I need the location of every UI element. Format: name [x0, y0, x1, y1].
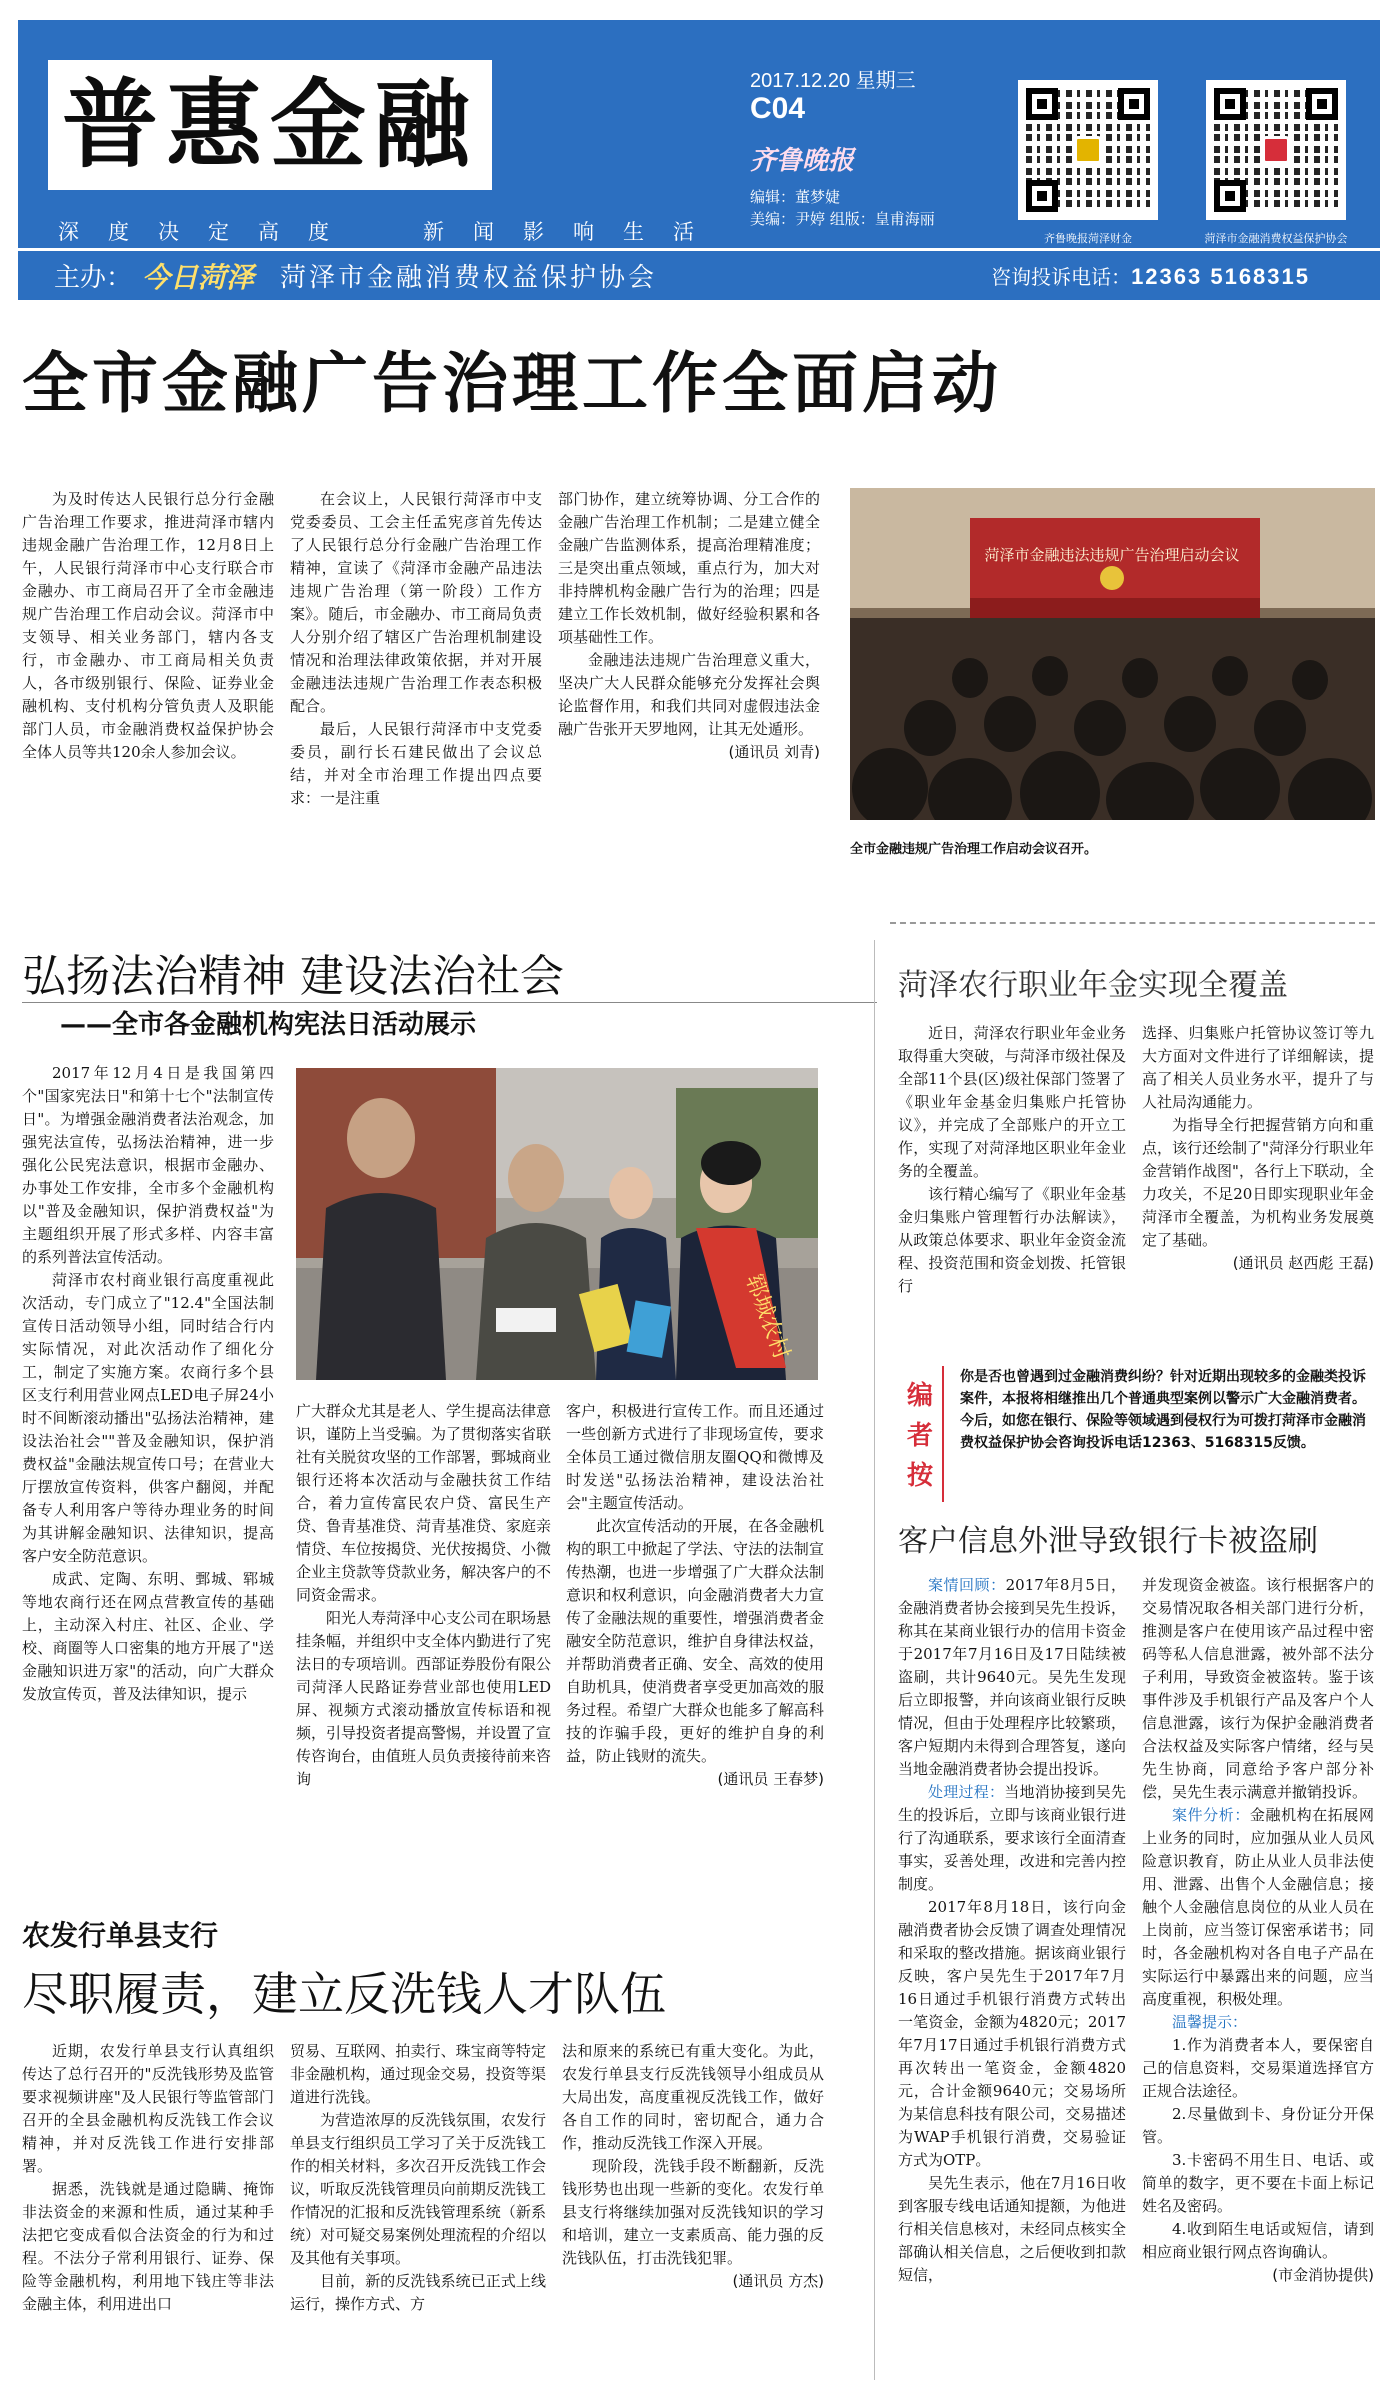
- byline: (通讯员 赵西彪 王磊): [1232, 1254, 1374, 1272]
- slogan: 深 度 决 定 高 度 新 闻 影 响 生 活: [58, 220, 698, 244]
- qr2-caption: 菏泽市金融消费权益保护协会: [1204, 232, 1348, 245]
- paper-name: 齐鲁晚报: [750, 146, 855, 176]
- byline: (通讯员 方杰): [732, 2272, 824, 2290]
- divider: [22, 1002, 877, 1003]
- masthead: [18, 20, 1380, 300]
- article3-kicker: 农发行单县支行: [22, 1919, 219, 1952]
- promotion-photo: [296, 1068, 818, 1380]
- article2-subtitle: ——全市各金融机构宪法日活动展示: [60, 1010, 477, 1040]
- tip-item: 4.收到陌生电话或短信，请到相应商业银行网点咨询确认。: [1142, 2220, 1374, 2261]
- label-process: 处理过程：: [928, 1783, 1005, 1801]
- article1-column: 部门协作，建立统筹协调、分工合作的金融广告治理工作机制；二是建立健全金融广告监测体系，提高治理精准度；三是突出重点领域，重点行为，加大对非持牌机构金融广告行为的治理；四是建立工作长效机制，做好经验积累和各项基础性工作。 金融违法违规广告治理意义重大，坚决广大人民群众能够充分发挥社会舆论监督作用，和我们共同对虚假违法金融广告张开天罗地网，让其无处遁形。 (通讯员 刘青): [558, 488, 820, 878]
- qr-code-icon[interactable]: [1206, 80, 1346, 220]
- byline: (通讯员 王春梦): [717, 1770, 824, 1788]
- article3-column: 贸易、互联网、拍卖行、珠宝商等特定非金融机构，通过现金交易，投资等渠道进行洗钱。 为营造浓厚的反洗钱氛围，农发行单县支行组织员工学习了关于反洗钱工作的相关材料，多次召开反洗钱工作会议，听取反洗钱管理员向前期反洗钱工作情况的汇报和反洗钱管理系统（新系统）对可疑交易案例处理流程的介绍以及其他有关事项。 目前，新的反洗钱系统已正式上线运行，操作方式、方: [290, 2042, 546, 2313]
- meeting-photo: [850, 488, 1375, 820]
- article4-column: 近日，菏泽农行职业年金业务取得重大突破，与菏泽市级社保及全部11个县(区)级社保部门签署了《职业年金基金归集账户托管协议》，并完成了全部账户的开立工作，实现了对菏泽地区职业年金业务的全覆盖。 该行精心编写了《职业年金基金归集账户管理暂行办法解读》，从政策总体要求、职业年金资金流程、投资范围和资金划拨、托管银行: [898, 1024, 1126, 1295]
- host-label: 主办：: [54, 263, 133, 293]
- tip-item: 1.作为消费者本人，要保密自己的信息资料，交易渠道选择官方正规合法途径。: [1142, 2036, 1374, 2100]
- label-case-review: 案情回顾：: [928, 1576, 1006, 1594]
- host-bar: [18, 248, 1380, 300]
- article2-column: 客户，积极进行宣传工作。而且还通过一些创新方式进行了非现场宣传，要求全体员工通过微信朋友圈QQ和微博及时发送"弘扬法治精神，建设法治社会"主题宣传活动。 此次宣传活动的开展，在各金融机构的职工中掀起了学法、守法的法制宣传热潮，也进一步增强了广大群众法制意识和权利意识，向金融消费者大力宣传了金融法规的重要性，增强消费者金融安全防范意识，维护自身律法权益，并帮助消费者正确、安全、高效的使用自助机具，使消费者享受更加高效的服务过程。希望广大群众也能多了解高科技的诈骗手段，更好的维护自身的利益，防止钱财的流失。 (通讯员 王春梦): [566, 1400, 824, 1856]
- section-logo: 普惠金融: [48, 60, 492, 190]
- byline: (通讯员 刘青): [728, 743, 820, 761]
- qr-code-icon[interactable]: [1018, 80, 1158, 220]
- tip-item: 3.卡密码不用生日、电话、或简单的数字，更不要在卡面上标记姓名及密码。: [1142, 2151, 1374, 2215]
- article5-column: 案情回顾：2017年8月5日，金融消费者协会接到吴先生投诉，称其在某商业银行办的信用卡资金于2017年7月16日及17日陆续被盗刷，共计9640元。吴先生发现后立即报警，并向该商业银行反映情况，但由于处理程序比较繁琐，客户短期内未得到合理答复，遂向当地金融消费者协会提出投诉。 处理过程：当地消协接到吴先生的投诉后，立即与该商业银行进行了沟通联系，要求该行全面清查事实，妥善处理，改进和完善内控制度。 2017年8月18日，该行向金融消费者协会反馈了调查处理情况和采取的整改措施。据该商业银行反映，客户吴先生于2017年7月16日通过手机银行消费方式转出一笔资金，金额为4820元；2017年7月17日通过手机银行消费方式再次转出一笔资金，金额4820元，合计金额9640元；交易场所为某信息科技有限公司，交易描述为WAP手机银行消费，交易验证方式为OTP。 吴先生表示，他在7月16日收到客服专线电话通知提额，为他进行相关信息核对，未经同点核实全部确认相关信息，之后便收到扣款短信，: [898, 1576, 1126, 2284]
- lead-headline: 全市金融广告治理工作全面启动: [22, 345, 1002, 422]
- host-brand: 今日菏泽: [142, 260, 255, 294]
- article1-column: 为及时传达人民银行总分行金融广告治理工作要求，推进菏泽市辖内违规金融广告治理工作，12月8日上午，人民银行菏泽市中心支行联合市金融办、市工商局召开了全市金融违规广告治理工作启动会议。菏泽市中支领导、相关业务部门，辖内各支行，市金融办、市工商局相关负责人，各市级别银行、保险、证券业金融机构、支付机构分管负责人及职能部门人员，市金融消费权益保护协会全体人员等共120余人参加会议。: [22, 490, 274, 761]
- sash-text: 郓城农村: [740, 1271, 794, 1363]
- tip-item: 2.尽量做到卡、身份证分开保管。: [1142, 2105, 1374, 2146]
- article5-headline: 客户信息外泄导致银行卡被盗刷: [898, 1524, 1318, 1559]
- article1-column: 在会议上，人民银行菏泽市中支党委委员、工会主任孟宪彦首先传达了人民银行总分行金融广告治理工作精神，宣读了《菏泽市金融产品违法违规广告治理（第一阶段）工作方案》。随后，市金融办、市工商局负责人分别介绍了辖区广告治理机制建设情况和治理法律政策依据，并对开展金融违法违规广告治理工作表态积极配合。 最后，人民银行菏泽市中支党委委员，副行长石建民做出了会议总结，并对全市治理工作提出四点要求：一是注重: [290, 490, 542, 807]
- label-tips: 温馨提示：: [1172, 2013, 1248, 2031]
- qr1-caption: 齐鲁晚报菏泽财金: [1044, 232, 1132, 245]
- article2-headline: 弘扬法治精神 建设法治社会: [22, 951, 564, 1002]
- article2-column: 广大群众尤其是老人、学生提高法律意识，谨防上当受骗。为了贯彻落实省联社有关脱贫攻坚的工作部署，鄄城商业银行还将本次活动与金融扶贫工作结合，着力宣传富民农户贷、富民生产贷、鲁青基准贷、菏青基准贷、家庭亲情贷、车位按揭贷、光伏按揭贷、小微企业主贷款等贷款业务，解决客户的不同资金需求。 阳光人寿菏泽中心支公司在职场悬挂条幅，并组织中支全体内勤进行了宪法日的专项培训。西部证券股份有限公司菏泽人民路证券营业部也使用LED屏、视频方式滚动播放宣传标语和视频，引导投资者提高警惕，并设置了宣传咨询台，由值班人员负责接待前来咨询: [296, 1402, 551, 1788]
- article4-headline: 菏泽农行职业年金实现全覆盖: [898, 968, 1288, 1003]
- byline: (市金消协提供): [1272, 2266, 1374, 2284]
- column-divider: [874, 940, 875, 2380]
- photo-caption: 全市金融违规广告治理工作启动会议召开。: [850, 842, 1098, 857]
- hotline: 咨询投诉电话：12363 5168315: [991, 264, 1310, 289]
- label-analysis: 案件分析：: [1172, 1806, 1250, 1824]
- page-number: C04: [750, 92, 806, 125]
- editor-note-label: 编者按: [898, 1366, 944, 1502]
- article4-column: 选择、归集账户托管协议签订等九大方面对文件进行了详细解读，提高了相关人员业务水平，提升了与人社局沟通能力。 为指导全行把握营销方向和重点，该行还绘制了"菏泽分行职业年金营销作战图"，各行上下联动，全力攻关，不足20日即实现职业年金菏泽市全覆盖，为机构业务发展奠定了基础。 (通讯员 赵西彪 王磊): [1142, 1022, 1374, 1332]
- editor-credits: 编辑：董梦婕 美编：尹婷 组版：皇甫海丽: [750, 188, 935, 228]
- article3-headline: 尽职履责，建立反洗钱人才队伍: [22, 1967, 666, 2021]
- article5-column: 并发现资金被盗。该行根据客户的交易情况取各相关部门进行分析，推测是客户在使用该产品过程中密码等私人信息泄露，被外部不法分子利用，导致资金被盗转。鉴于该事件涉及手机银行产品及客户个人信息泄露，该行为保护金融消费者合法权益及实际客户情绪，经与吴先生协商，同意给予客户部分补偿，吴先生表示满意并撤销投诉。 案件分析：金融机构在拓展网上业务的同时，应加强从业人员风险意识教育，防止从业人员非法使用、泄露、出售个人金融信息；接触个人金融信息岗位的从业人员在上岗前，应当签订保密承诺书；同时，各金融机构对各自电子产品在实际运行中暴露出来的问题，应当高度重视，积极处理。 温馨提示： 1.作为消费者本人，要保密自己的信息资料，交易渠道选择官方正规合法途径。 2.尽量做到卡、身份证分开保管。 3.卡密码不用生日、电话、或简单的数字，更不要在卡面上标记姓名及密码。 4.收到陌生电话或短信，请到相应商业银行网点咨询确认。 (市金消协提供): [1142, 1574, 1374, 2380]
- article3-column: 法和原来的系统已有重大变化。为此，农发行单县支行反洗钱领导小组成员从大局出发，高度重视反洗钱工作，做好各自工作的同时，密切配合，通力合作，推动反洗钱工作深入开展。 现阶段，洗钱手段不断翻新，反洗钱形势也出现一些新的变化。农发行单县支行将继续加强对反洗钱知识的学习和培训，建立一支素质高、能力强的反洗钱队伍，打击洗钱犯罪。 (通讯员 方杰): [562, 2040, 824, 2380]
- editor-note-text: 你是否也曾遇到过金融消费纠纷？针对近期出现较多的金融类投诉案件，本报将相继推出几个普通典型案例以警示广大金融消费者。今后，如您在银行、保险等领域遇到侵权行为可拨打菏泽市金融消费权益保护协会咨询投诉电话12363、5168315反馈。: [960, 1369, 1366, 1451]
- divider: [890, 922, 1375, 924]
- banner-text: 菏泽市金融违法违规广告治理启动会议: [984, 546, 1240, 564]
- issue-date: 2017.12.20 星期三: [750, 70, 916, 92]
- host-organization: 菏泽市金融消费权益保护协会: [280, 263, 658, 293]
- article2-column: 2017年12月4日是我国第四个"国家宪法日"和第十七个"法制宣传日"。为增强金融消费者法治观念，加强宪法宣传，弘扬法治精神，进一步强化公民宪法意识，根据市金融办、办事处工作安排，全市多个金融机构以"普及金融知识，保护消费权益"为主题组织开展了形式多样、内容丰富的系列普法宣传活动。 菏泽市农村商业银行高度重视此次活动，专门成立了"12.4"全国法制宣传日活动领导小组，同时结合行内实际情况，对此次活动作了细化分工，制定了实施方案。农商行多个县区支行利用营业网点LED电子屏24小时不间断滚动播出"弘扬法治精神，建设法治社会""普及金融知识，保护消费权益"金融法规宣传口号；在营业大厅摆放宣传资料，供客户翻阅，并配备专人利用客户等待办理业务的时间为其讲解金融知识、法律知识，提高客户安全防范意识。 成武、定陶、东明、鄄城、郓城等地农商行还在网点营教宣传的基础上，主动深入村庄、社区、企业、学校、商圈等人口密集的地方开展了"送金融知识进万家"的活动，向广大群众发放宣传页，普及法律知识，提示: [22, 1064, 274, 1703]
- article3-column: 近期，农发行单县支行认真组织传达了总行召开的"反洗钱形势及监管要求视频讲座"及人民银行等监管部门召开的全县金融机构反洗钱工作会议精神，并对反洗钱工作进行安排部署。 据悉，洗钱就是通过隐瞒、掩饰非法资金的来源和性质，通过某种手法把它变成看似合法资金的行为和过程。不法分子常利用银行、证券、保险等金融机构，利用地下钱庄等非法金融主体，利用进出口: [22, 2042, 274, 2313]
